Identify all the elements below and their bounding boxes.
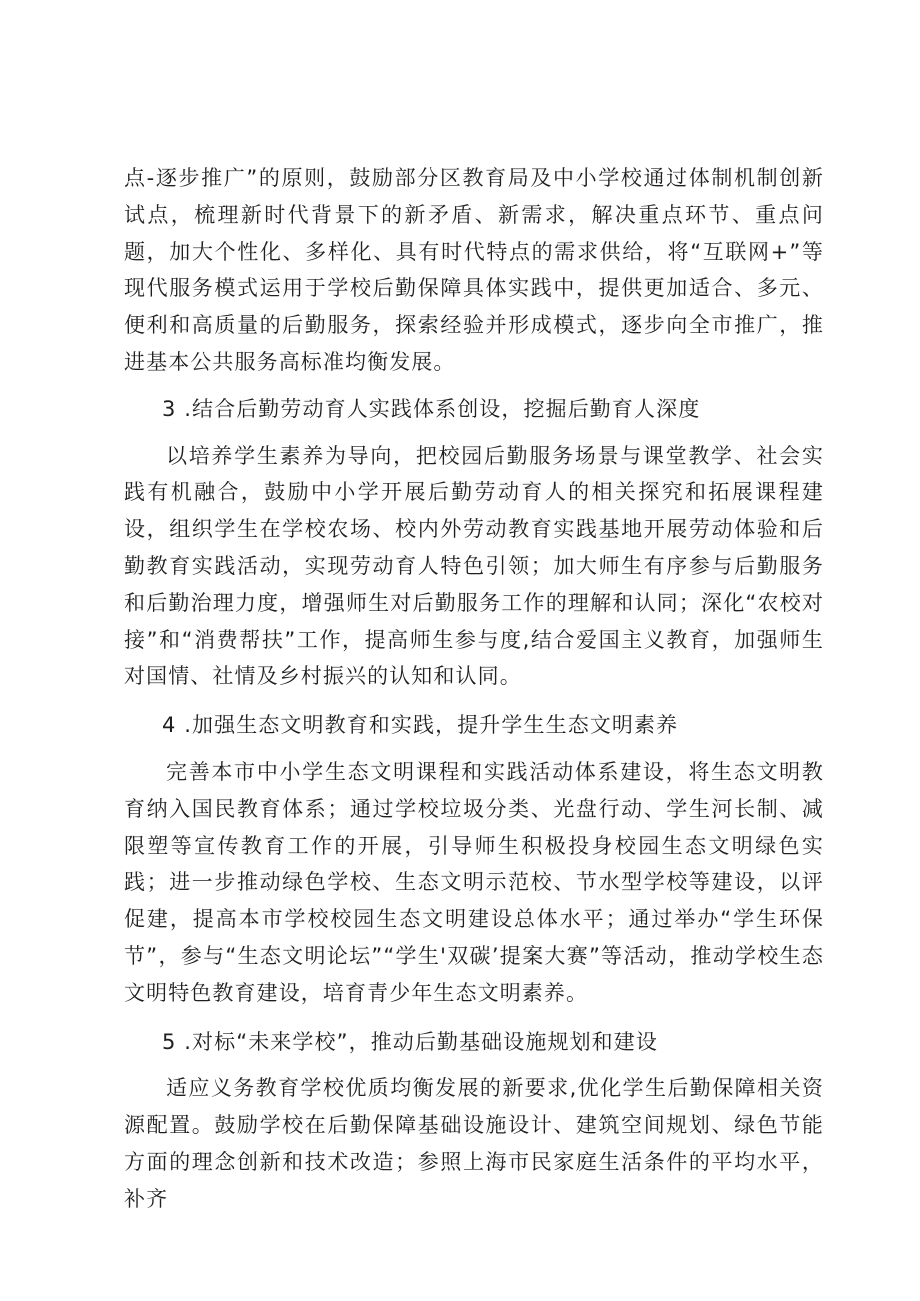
section-heading-4: 4 .加强生态文明教育和实践，提升学生生态文明素养: [162, 713, 679, 738]
document-body: [124, 160, 824, 1218]
section-heading-3: 3 .结合后勤劳动育人实践体系创设，挖掘后勤育人深度: [162, 396, 701, 421]
body-paragraph: 完善本市中小学生态文明课程和实践活动体系建设，将生态文明教育纳入国民教育体系；通过学校垃圾分类、光盘行动、学生河长制、减限塑等宣传教育工作的开展，引导师生积极投身校园生态文明绿色实践；进一步推动绿色学校、生态文明示范校、节水型学校等建设，以评促建，提高本市学校校园生态文明建设总体水平；通过举办“学生环保节”，参与“生态文明论坛”“学生'双碳’提案大赛”等活动，推动学校生态文明特色教育建设，培育青少年生态文明素养。: [124, 759, 824, 1005]
body-paragraph: 适应义务教育学校优质均衡发展的新要求,优化学生后勤保障相关资源配置。鼓励学校在后勤保障基础设施设计、建筑空间规划、绿色节能方面的理念创新和技术改造；参照上海市民家庭生活条件的平均水平，补齐: [124, 1076, 824, 1211]
section-heading-5: 5 .对标“未来学校”，推动后勤基础设施规划和建设: [162, 1029, 658, 1054]
body-paragraph: 以培养学生素养为导向，把校园后勤服务场景与课堂教学、社会实践有机融合，鼓励中小学开展后勤劳动育人的相关探究和拓展课程建设，组织学生在学校农场、校内外劳动教育实践基地开展劳动体验和后勤教育实践活动，实现劳动育人特色引领；加大师生有序参与后勤服务和后勤治理力度，增强师生对后勤服务工作的理解和认同；深化“农校对接”和“消费帮扶”工作，提高师生参与度,结合爱国主义教育，加强师生对国情、社情及乡村振兴的认知和认同。: [124, 443, 824, 689]
body-paragraph-continued: 点-逐步推广”的原则，鼓励部分区教育局及中小学校通过体制机制创新试点，梳理新时代背景下的新矛盾、新需求，解决重点环节、重点问题，加大个性化、多样化、具有时代特点的需求供给，将“互联网+”等现代服务模式运用于学校后勤保障具体实践中，提供更加适合、多元、便利和高质量的后勤服务，探索经验并形成模式，逐步向全市推广，推进基本公共服务高标准均衡发展。: [124, 166, 824, 374]
